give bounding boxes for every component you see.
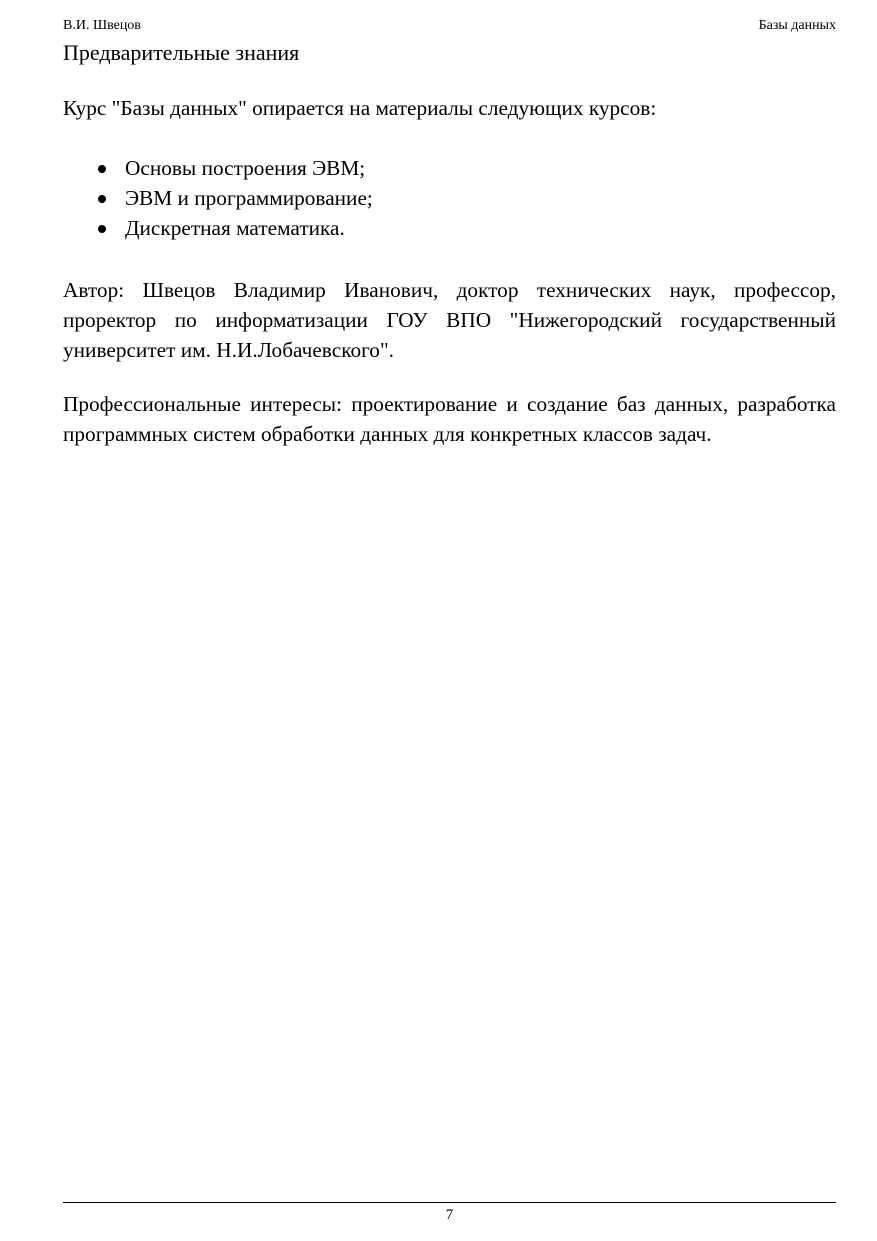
list-item xyxy=(63,183,836,213)
section-title: Предварительные знания xyxy=(63,40,300,65)
header-course-title: Базы данных xyxy=(758,18,836,33)
course-name: ЭВМ и программирование; xyxy=(125,186,373,210)
course-name: Дискретная математика. xyxy=(125,216,345,240)
footer-divider xyxy=(63,1202,836,1203)
intro-paragraph: Курс "Базы данных" опирается на материалы следующих курсов: xyxy=(63,96,657,120)
page-number: 7 xyxy=(445,1207,454,1223)
bullet-icon xyxy=(98,195,106,203)
bullet-icon xyxy=(98,225,106,233)
running-header xyxy=(63,17,836,35)
course-name: Основы построения ЭВМ; xyxy=(125,156,366,180)
list-item xyxy=(63,213,836,243)
header-author: В.И. Швецов xyxy=(63,18,141,33)
author-paragraph: Автор: Швецов Владимир Иванович, доктор технических наук, профессор, проректор по информатизации ГОУ ВПО "Нижегородский государственный университет им. Н.И.Лобачевского". xyxy=(63,278,836,362)
bullet-icon xyxy=(98,165,106,173)
list-item xyxy=(63,153,836,183)
prerequisite-course-list xyxy=(63,153,836,243)
interests-paragraph: Профессиональные интересы: проектирование и создание баз данных, разработка программных систем обработки данных для конкретных классов задач. xyxy=(63,392,836,446)
